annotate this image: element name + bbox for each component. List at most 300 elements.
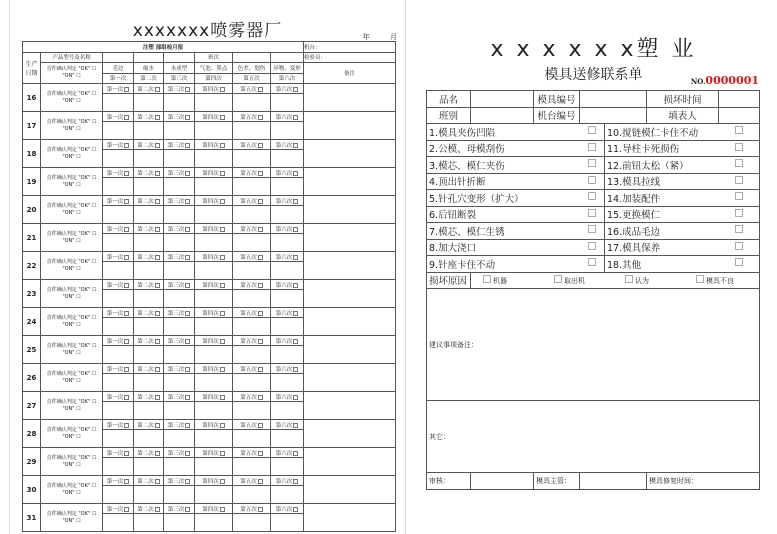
checkbox[interactable] bbox=[258, 143, 263, 148]
value-cell[interactable] bbox=[271, 346, 304, 364]
value-cell[interactable] bbox=[271, 318, 304, 336]
value-cell[interactable] bbox=[164, 346, 195, 364]
field-input[interactable] bbox=[580, 91, 647, 108]
value-cell[interactable] bbox=[271, 206, 304, 224]
check-cell[interactable]: 第一次 bbox=[103, 336, 134, 346]
check-cell[interactable]: 第六次 bbox=[271, 280, 304, 290]
check-cell[interactable]: 第二次 bbox=[134, 392, 164, 402]
first-check-cell[interactable]: 首件确认判定 "OK" ☐ "ON" ☐ bbox=[41, 168, 103, 196]
checkbox[interactable] bbox=[220, 171, 225, 176]
checkbox[interactable] bbox=[185, 395, 190, 400]
checkbox[interactable] bbox=[220, 199, 225, 204]
checkbox[interactable] bbox=[124, 339, 129, 344]
check-cell[interactable]: 第五次 bbox=[233, 224, 271, 234]
value-cell[interactable] bbox=[195, 94, 233, 112]
checkbox[interactable] bbox=[124, 227, 129, 232]
check-cell[interactable]: 第四次 bbox=[195, 504, 233, 514]
value-cell[interactable] bbox=[103, 402, 134, 420]
value-cell[interactable] bbox=[195, 206, 233, 224]
checkbox[interactable] bbox=[293, 367, 298, 372]
checkbox[interactable] bbox=[155, 479, 160, 484]
checkbox[interactable] bbox=[735, 159, 743, 167]
value-cell[interactable] bbox=[103, 94, 134, 112]
checkbox[interactable] bbox=[483, 275, 491, 283]
value-cell[interactable] bbox=[271, 402, 304, 420]
cause-option[interactable]: 取出机 bbox=[544, 275, 615, 286]
field-input[interactable] bbox=[719, 107, 760, 124]
checkbox[interactable] bbox=[588, 209, 596, 217]
check-cell[interactable]: 第二次 bbox=[134, 84, 164, 94]
remark-cell[interactable] bbox=[304, 280, 396, 308]
value-cell[interactable] bbox=[134, 122, 164, 140]
value-cell[interactable] bbox=[164, 318, 195, 336]
check-cell[interactable]: 第四次 bbox=[195, 448, 233, 458]
first-check-cell[interactable]: 首件确认判定 "OK" ☐ "ON" ☐ bbox=[41, 252, 103, 280]
check-cell[interactable]: 第六次 bbox=[271, 84, 304, 94]
checkbox[interactable] bbox=[220, 115, 225, 120]
value-cell[interactable] bbox=[271, 234, 304, 252]
value-cell[interactable] bbox=[271, 122, 304, 140]
remark-cell[interactable] bbox=[304, 448, 396, 476]
check-cell[interactable]: 第三次 bbox=[164, 252, 195, 262]
check-cell[interactable]: 第一次 bbox=[103, 140, 134, 150]
checkbox[interactable] bbox=[258, 423, 263, 428]
check-cell[interactable]: 第五次 bbox=[233, 252, 271, 262]
checkbox[interactable] bbox=[185, 143, 190, 148]
checkbox[interactable] bbox=[155, 311, 160, 316]
checkbox[interactable] bbox=[258, 227, 263, 232]
value-cell[interactable] bbox=[195, 346, 233, 364]
value-cell[interactable] bbox=[103, 346, 134, 364]
cause-option[interactable]: 模具不良 bbox=[686, 275, 757, 286]
first-check-cell[interactable]: 首件确认判定 "OK" ☐ "ON" ☐ bbox=[41, 196, 103, 224]
check-cell[interactable]: 第五次 bbox=[233, 336, 271, 346]
value-cell[interactable] bbox=[103, 150, 134, 168]
check-cell[interactable]: 第一次 bbox=[103, 448, 134, 458]
value-cell[interactable] bbox=[134, 458, 164, 476]
check-cell[interactable]: 第六次 bbox=[271, 252, 304, 262]
checkbox[interactable] bbox=[124, 255, 129, 260]
value-cell[interactable] bbox=[134, 318, 164, 336]
checkbox[interactable] bbox=[293, 479, 298, 484]
checkbox[interactable] bbox=[124, 423, 129, 428]
value-cell[interactable] bbox=[164, 234, 195, 252]
checkbox[interactable] bbox=[293, 143, 298, 148]
value-cell[interactable] bbox=[103, 430, 134, 448]
checkbox[interactable] bbox=[293, 395, 298, 400]
checkbox[interactable] bbox=[185, 199, 190, 204]
check-cell[interactable]: 第五次 bbox=[233, 140, 271, 150]
check-cell[interactable]: 第四次 bbox=[195, 308, 233, 318]
value-cell[interactable] bbox=[134, 486, 164, 504]
checkbox[interactable] bbox=[185, 311, 190, 316]
value-cell[interactable] bbox=[164, 262, 195, 280]
check-cell[interactable]: 第四次 bbox=[195, 336, 233, 346]
value-cell[interactable] bbox=[195, 402, 233, 420]
field-input[interactable] bbox=[471, 107, 534, 124]
checkbox[interactable] bbox=[258, 507, 263, 512]
checkbox[interactable] bbox=[293, 283, 298, 288]
check-cell[interactable]: 第三次 bbox=[164, 196, 195, 206]
check-cell[interactable]: 第二次 bbox=[134, 140, 164, 150]
checkbox[interactable] bbox=[258, 311, 263, 316]
checkbox[interactable] bbox=[155, 143, 160, 148]
other-field[interactable]: 其它： bbox=[427, 401, 760, 473]
checkbox[interactable] bbox=[155, 339, 160, 344]
checkbox[interactable] bbox=[220, 507, 225, 512]
value-cell[interactable] bbox=[195, 178, 233, 196]
check-cell[interactable]: 第六次 bbox=[271, 140, 304, 150]
checkbox[interactable] bbox=[185, 367, 190, 372]
remark-cell[interactable] bbox=[304, 196, 396, 224]
check-cell[interactable]: 第二次 bbox=[134, 476, 164, 486]
check-cell[interactable]: 第六次 bbox=[271, 224, 304, 234]
checkbox[interactable] bbox=[258, 283, 263, 288]
check-cell[interactable]: 第四次 bbox=[195, 364, 233, 374]
value-cell[interactable] bbox=[164, 290, 195, 308]
value-cell[interactable] bbox=[195, 486, 233, 504]
value-cell[interactable] bbox=[103, 122, 134, 140]
check-cell[interactable]: 第三次 bbox=[164, 168, 195, 178]
check-cell[interactable]: 第三次 bbox=[164, 392, 195, 402]
checkbox[interactable] bbox=[220, 479, 225, 484]
remark-cell[interactable] bbox=[304, 112, 396, 140]
check-cell[interactable]: 第六次 bbox=[271, 196, 304, 206]
value-cell[interactable] bbox=[134, 290, 164, 308]
value-cell[interactable] bbox=[271, 94, 304, 112]
check-cell[interactable]: 第四次 bbox=[195, 476, 233, 486]
value-cell[interactable] bbox=[195, 514, 233, 532]
checkbox[interactable] bbox=[220, 87, 225, 92]
checkbox[interactable] bbox=[220, 143, 225, 148]
check-cell[interactable]: 第五次 bbox=[233, 196, 271, 206]
check-cell[interactable]: 第三次 bbox=[164, 476, 195, 486]
checkbox[interactable] bbox=[124, 311, 129, 316]
check-cell[interactable]: 第三次 bbox=[164, 112, 195, 122]
check-cell[interactable]: 第四次 bbox=[195, 420, 233, 430]
remark-cell[interactable] bbox=[304, 476, 396, 504]
checkbox[interactable] bbox=[588, 143, 596, 151]
checkbox[interactable] bbox=[185, 451, 190, 456]
checkbox[interactable] bbox=[155, 171, 160, 176]
checkbox[interactable] bbox=[185, 255, 190, 260]
first-check-cell[interactable]: 首件确认判定 "OK" ☐ "ON" ☐ bbox=[41, 364, 103, 392]
checkbox[interactable] bbox=[220, 451, 225, 456]
checkbox[interactable] bbox=[735, 258, 743, 266]
checkbox[interactable] bbox=[258, 87, 263, 92]
value-cell[interactable] bbox=[233, 374, 271, 392]
check-cell[interactable]: 第一次 bbox=[103, 84, 134, 94]
checkbox[interactable] bbox=[735, 209, 743, 217]
field-input[interactable] bbox=[580, 107, 647, 124]
value-cell[interactable] bbox=[164, 150, 195, 168]
check-cell[interactable]: 第六次 bbox=[271, 448, 304, 458]
check-cell[interactable]: 第二次 bbox=[134, 364, 164, 374]
check-cell[interactable]: 第一次 bbox=[103, 252, 134, 262]
checkbox[interactable] bbox=[185, 423, 190, 428]
value-cell[interactable] bbox=[233, 234, 271, 252]
checkbox[interactable] bbox=[155, 115, 160, 120]
first-check-cell[interactable]: 首件确认判定 "OK" ☐ "ON" ☐ bbox=[41, 112, 103, 140]
value-cell[interactable] bbox=[134, 150, 164, 168]
check-cell[interactable]: 第五次 bbox=[233, 280, 271, 290]
checkbox[interactable] bbox=[185, 339, 190, 344]
value-cell[interactable] bbox=[233, 318, 271, 336]
checkbox[interactable] bbox=[625, 275, 633, 283]
check-cell[interactable]: 第二次 bbox=[134, 224, 164, 234]
checkbox[interactable] bbox=[293, 255, 298, 260]
check-cell[interactable]: 第二次 bbox=[134, 448, 164, 458]
value-cell[interactable] bbox=[195, 122, 233, 140]
checkbox[interactable] bbox=[124, 171, 129, 176]
check-cell[interactable]: 第五次 bbox=[233, 364, 271, 374]
check-cell[interactable]: 第五次 bbox=[233, 476, 271, 486]
checkbox[interactable] bbox=[124, 143, 129, 148]
checkbox[interactable] bbox=[220, 283, 225, 288]
checkbox[interactable] bbox=[220, 367, 225, 372]
check-cell[interactable]: 第五次 bbox=[233, 112, 271, 122]
check-cell[interactable]: 第五次 bbox=[233, 168, 271, 178]
checkbox[interactable] bbox=[735, 143, 743, 151]
checkbox[interactable] bbox=[735, 242, 743, 250]
review-input[interactable] bbox=[471, 473, 534, 490]
value-cell[interactable] bbox=[233, 430, 271, 448]
value-cell[interactable] bbox=[134, 206, 164, 224]
value-cell[interactable] bbox=[103, 458, 134, 476]
first-check-cell[interactable]: 首件确认判定 "OK" ☐ "ON" ☐ bbox=[41, 84, 103, 112]
check-cell[interactable]: 第四次 bbox=[195, 112, 233, 122]
checkbox[interactable] bbox=[220, 423, 225, 428]
check-cell[interactable]: 第五次 bbox=[233, 308, 271, 318]
checkbox[interactable] bbox=[588, 192, 596, 200]
check-cell[interactable]: 第六次 bbox=[271, 420, 304, 430]
value-cell[interactable] bbox=[271, 458, 304, 476]
suggestion-field[interactable]: 建议事项备注： bbox=[427, 289, 760, 401]
check-cell[interactable]: 第四次 bbox=[195, 140, 233, 150]
first-check-cell[interactable]: 首件确认判定 "OK" ☐ "ON" ☐ bbox=[41, 224, 103, 252]
checkbox[interactable] bbox=[155, 87, 160, 92]
check-cell[interactable]: 第三次 bbox=[164, 140, 195, 150]
checkbox[interactable] bbox=[155, 367, 160, 372]
remark-cell[interactable] bbox=[304, 308, 396, 336]
checkbox[interactable] bbox=[185, 507, 190, 512]
value-cell[interactable] bbox=[103, 234, 134, 252]
checkbox[interactable] bbox=[588, 225, 596, 233]
remark-cell[interactable] bbox=[304, 504, 396, 532]
checkbox[interactable] bbox=[220, 255, 225, 260]
check-cell[interactable]: 第五次 bbox=[233, 392, 271, 402]
value-cell[interactable] bbox=[103, 290, 134, 308]
checkbox[interactable] bbox=[155, 283, 160, 288]
checkbox[interactable] bbox=[293, 87, 298, 92]
remark-cell[interactable] bbox=[304, 336, 396, 364]
value-cell[interactable] bbox=[103, 262, 134, 280]
value-cell[interactable] bbox=[271, 374, 304, 392]
value-cell[interactable] bbox=[233, 122, 271, 140]
value-cell[interactable] bbox=[233, 206, 271, 224]
first-check-cell[interactable]: 首件确认判定 "OK" ☐ "ON" ☐ bbox=[41, 504, 103, 532]
checkbox[interactable] bbox=[155, 199, 160, 204]
first-check-cell[interactable]: 首件确认判定 "OK" ☐ "ON" ☐ bbox=[41, 420, 103, 448]
check-cell[interactable]: 第三次 bbox=[164, 420, 195, 430]
check-cell[interactable]: 第一次 bbox=[103, 392, 134, 402]
value-cell[interactable] bbox=[134, 262, 164, 280]
check-cell[interactable]: 第六次 bbox=[271, 364, 304, 374]
checkbox[interactable] bbox=[220, 227, 225, 232]
value-cell[interactable] bbox=[103, 514, 134, 532]
checkbox[interactable] bbox=[293, 171, 298, 176]
checkbox[interactable] bbox=[588, 176, 596, 184]
checkbox[interactable] bbox=[735, 192, 743, 200]
value-cell[interactable] bbox=[134, 346, 164, 364]
remark-cell[interactable] bbox=[304, 224, 396, 252]
checkbox[interactable] bbox=[124, 283, 129, 288]
check-cell[interactable]: 第一次 bbox=[103, 308, 134, 318]
remark-cell[interactable] bbox=[304, 392, 396, 420]
checkbox[interactable] bbox=[588, 258, 596, 266]
remark-cell[interactable] bbox=[304, 364, 396, 392]
value-cell[interactable] bbox=[164, 206, 195, 224]
remark-cell[interactable] bbox=[304, 168, 396, 196]
first-check-cell[interactable]: 首件确认判定 "OK" ☐ "ON" ☐ bbox=[41, 448, 103, 476]
checkbox[interactable] bbox=[588, 126, 596, 134]
check-cell[interactable]: 第二次 bbox=[134, 280, 164, 290]
checkbox[interactable] bbox=[258, 199, 263, 204]
checkbox[interactable] bbox=[155, 507, 160, 512]
check-cell[interactable]: 第五次 bbox=[233, 420, 271, 430]
checkbox[interactable] bbox=[735, 225, 743, 233]
value-cell[interactable] bbox=[164, 374, 195, 392]
value-cell[interactable] bbox=[233, 458, 271, 476]
check-cell[interactable]: 第三次 bbox=[164, 280, 195, 290]
value-cell[interactable] bbox=[271, 514, 304, 532]
check-cell[interactable]: 第六次 bbox=[271, 476, 304, 486]
check-cell[interactable]: 第四次 bbox=[195, 280, 233, 290]
checkbox[interactable] bbox=[696, 275, 704, 283]
check-cell[interactable]: 第二次 bbox=[134, 112, 164, 122]
check-cell[interactable]: 第三次 bbox=[164, 364, 195, 374]
value-cell[interactable] bbox=[134, 514, 164, 532]
value-cell[interactable] bbox=[271, 486, 304, 504]
checkbox[interactable] bbox=[124, 451, 129, 456]
checkbox[interactable] bbox=[185, 171, 190, 176]
check-cell[interactable]: 第五次 bbox=[233, 448, 271, 458]
checkbox[interactable] bbox=[293, 507, 298, 512]
value-cell[interactable] bbox=[233, 486, 271, 504]
checkbox[interactable] bbox=[735, 176, 743, 184]
check-cell[interactable]: 第二次 bbox=[134, 168, 164, 178]
check-cell[interactable]: 第二次 bbox=[134, 336, 164, 346]
check-cell[interactable]: 第一次 bbox=[103, 196, 134, 206]
checkbox[interactable] bbox=[258, 115, 263, 120]
value-cell[interactable] bbox=[195, 234, 233, 252]
checkbox[interactable] bbox=[155, 451, 160, 456]
checkbox[interactable] bbox=[293, 115, 298, 120]
value-cell[interactable] bbox=[164, 178, 195, 196]
value-cell[interactable] bbox=[271, 290, 304, 308]
checkbox[interactable] bbox=[554, 275, 562, 283]
check-cell[interactable]: 第二次 bbox=[134, 420, 164, 430]
checkbox[interactable] bbox=[293, 423, 298, 428]
check-cell[interactable]: 第三次 bbox=[164, 336, 195, 346]
checkbox[interactable] bbox=[155, 255, 160, 260]
value-cell[interactable] bbox=[103, 206, 134, 224]
value-cell[interactable] bbox=[134, 430, 164, 448]
checkbox[interactable] bbox=[124, 87, 129, 92]
checkbox[interactable] bbox=[220, 395, 225, 400]
check-cell[interactable]: 第三次 bbox=[164, 308, 195, 318]
checkbox[interactable] bbox=[124, 395, 129, 400]
checkbox[interactable] bbox=[124, 507, 129, 512]
value-cell[interactable] bbox=[164, 430, 195, 448]
check-cell[interactable]: 第一次 bbox=[103, 168, 134, 178]
value-cell[interactable] bbox=[233, 290, 271, 308]
value-cell[interactable] bbox=[103, 486, 134, 504]
value-cell[interactable] bbox=[164, 94, 195, 112]
check-cell[interactable]: 第一次 bbox=[103, 224, 134, 234]
value-cell[interactable] bbox=[195, 262, 233, 280]
checkbox[interactable] bbox=[258, 171, 263, 176]
value-cell[interactable] bbox=[233, 94, 271, 112]
checkbox[interactable] bbox=[293, 339, 298, 344]
cause-option[interactable]: 机器 bbox=[473, 275, 544, 286]
check-cell[interactable]: 第六次 bbox=[271, 112, 304, 122]
checkbox[interactable] bbox=[124, 115, 129, 120]
value-cell[interactable] bbox=[233, 514, 271, 532]
check-cell[interactable]: 第一次 bbox=[103, 476, 134, 486]
checkbox[interactable] bbox=[155, 395, 160, 400]
remark-cell[interactable] bbox=[304, 84, 396, 112]
checkbox[interactable] bbox=[185, 115, 190, 120]
value-cell[interactable] bbox=[134, 94, 164, 112]
value-cell[interactable] bbox=[134, 374, 164, 392]
checkbox[interactable] bbox=[293, 227, 298, 232]
value-cell[interactable] bbox=[103, 178, 134, 196]
check-cell[interactable]: 第二次 bbox=[134, 196, 164, 206]
value-cell[interactable] bbox=[195, 150, 233, 168]
check-cell[interactable]: 第三次 bbox=[164, 224, 195, 234]
value-cell[interactable] bbox=[271, 178, 304, 196]
checkbox[interactable] bbox=[293, 311, 298, 316]
first-check-cell[interactable]: 首件确认判定 "OK" ☐ "ON" ☐ bbox=[41, 140, 103, 168]
check-cell[interactable]: 第一次 bbox=[103, 504, 134, 514]
value-cell[interactable] bbox=[164, 486, 195, 504]
value-cell[interactable] bbox=[195, 430, 233, 448]
check-cell[interactable]: 第五次 bbox=[233, 504, 271, 514]
checkbox[interactable] bbox=[258, 255, 263, 260]
check-cell[interactable]: 第六次 bbox=[271, 168, 304, 178]
check-cell[interactable]: 第六次 bbox=[271, 336, 304, 346]
checkbox[interactable] bbox=[185, 283, 190, 288]
first-check-cell[interactable]: 首件确认判定 "OK" ☐ "ON" ☐ bbox=[41, 392, 103, 420]
check-cell[interactable]: 第三次 bbox=[164, 448, 195, 458]
check-cell[interactable]: 第四次 bbox=[195, 392, 233, 402]
checkbox[interactable] bbox=[185, 479, 190, 484]
remark-cell[interactable] bbox=[304, 252, 396, 280]
check-cell[interactable]: 第四次 bbox=[195, 168, 233, 178]
check-cell[interactable]: 第四次 bbox=[195, 224, 233, 234]
cause-option[interactable]: 认为 bbox=[615, 275, 686, 286]
checkbox[interactable] bbox=[220, 311, 225, 316]
field-input[interactable] bbox=[471, 91, 534, 108]
checkbox[interactable] bbox=[588, 159, 596, 167]
checkbox[interactable] bbox=[220, 339, 225, 344]
check-cell[interactable]: 第二次 bbox=[134, 252, 164, 262]
checkbox[interactable] bbox=[155, 423, 160, 428]
value-cell[interactable] bbox=[233, 402, 271, 420]
value-cell[interactable] bbox=[134, 178, 164, 196]
value-cell[interactable] bbox=[233, 262, 271, 280]
